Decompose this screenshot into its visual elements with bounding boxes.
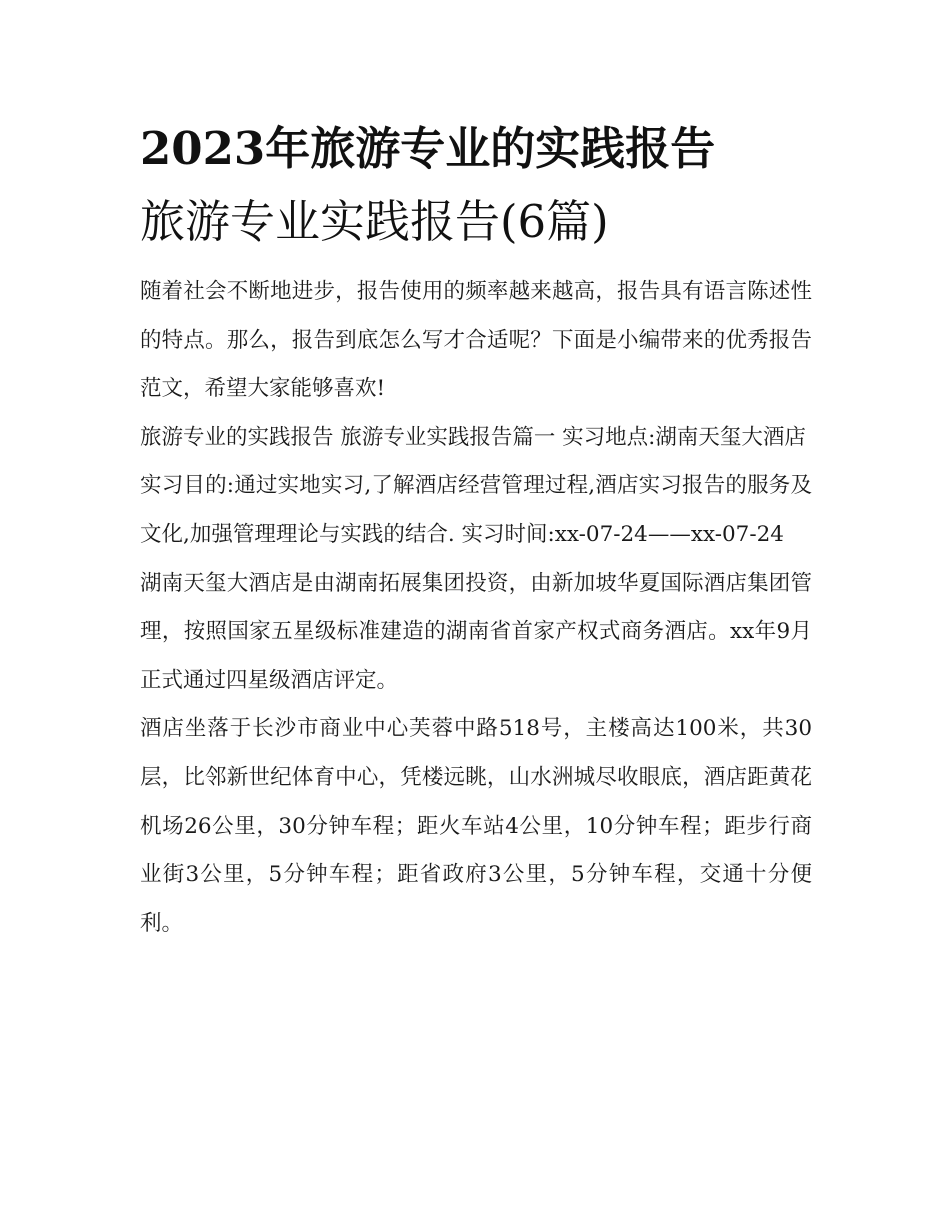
report-heading-paragraph: 旅游专业的实践报告 旅游专业实践报告篇一 实习地点:湖南天玺大酒店 bbox=[140, 424, 806, 450]
document-page bbox=[140, 112, 812, 948]
purpose-paragraph: 实习目的:通过实地实习,了解酒店经营管理过程,酒店实习报告的服务及文化,加强管理理论与实践的结合. 实习时间:xx-07-24——xx-07-24 bbox=[140, 473, 812, 547]
hotel-intro-paragraph: 湖南天玺大酒店是由湖南拓展集团投资，由新加坡华夏国际酒店集团管理，按照国家五星级标准建造的湖南省首家产权式商务酒店。xx年9月正式通过四星级酒店评定。 bbox=[140, 570, 812, 693]
intro-paragraph: 随着社会不断地进步，报告使用的频率越来越高，报告具有语言陈述性的特点。那么，报告到底怎么写才合适呢？下面是小编带来的优秀报告范文，希望大家能够喜欢! bbox=[140, 279, 812, 402]
document-title: 2023年旅游专业的实践报告 bbox=[140, 122, 716, 175]
document-subtitle: 旅游专业实践报告(6篇) bbox=[140, 195, 609, 248]
location-paragraph: 酒店坐落于长沙市商业中心芙蓉中路518号，主楼高达100米，共30层，比邻新世纪体育中心，凭楼远眺，山水洲城尽收眼底，酒店距黄花机场26公里，30分钟车程；距火车站4公里，10分钟车程；距步行商业街3公里，5分钟车程；距省政府3公里，5分钟车程，交通十分便利。 bbox=[140, 716, 812, 936]
